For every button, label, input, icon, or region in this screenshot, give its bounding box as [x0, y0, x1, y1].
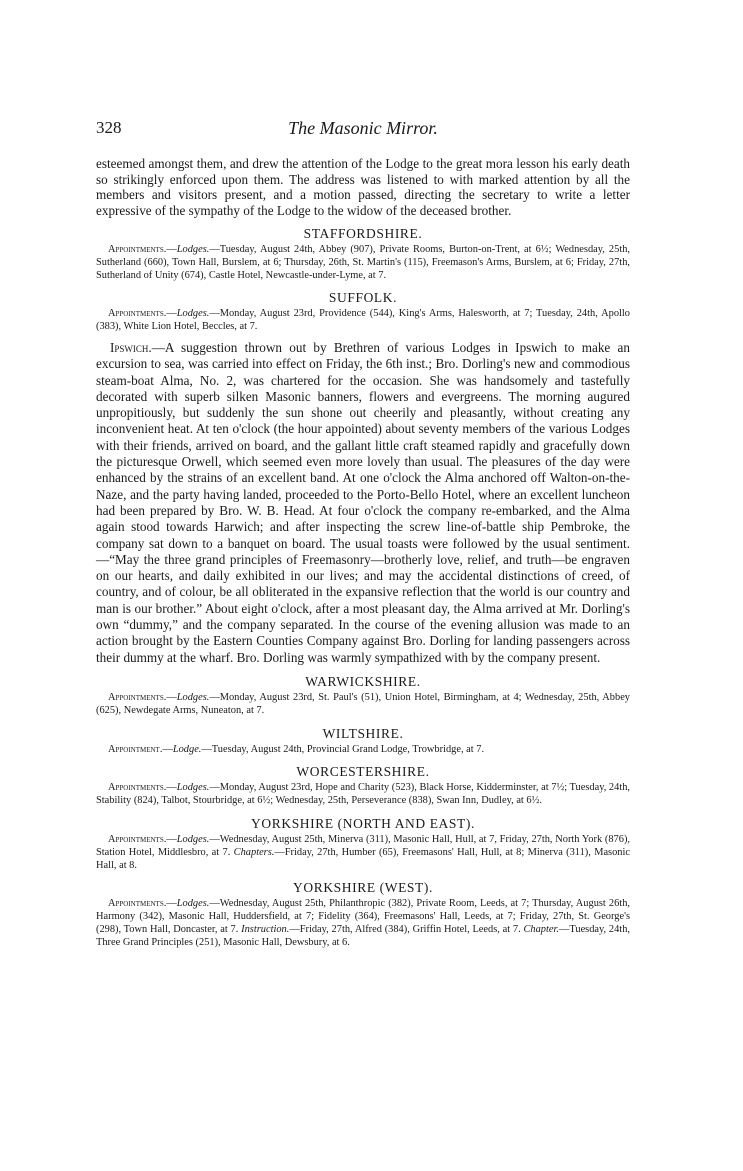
- section-heading-worcestershire: WORCESTERSHIRE.: [296, 764, 430, 780]
- ipswich-text: A suggestion thrown out by Brethren of various Lodges in Ipswich to make an excursion to sea, was carried into effect on Friday, the 6th inst.; Bro. Dorling's new and commodious steam-boat Alma, No. 2, was chartered for the occasion. She was handsomely and tastefully decorated with superb silken Masonic banners, flowers and evergreens. The morning augured unpropitiously, but suddenly the sun shone out cheerily and pleasantly, without creating any inconvenient heat. At ten o'clock (the hour appointed) about seventy members of the various Lodges with their friends, arrived on board, and the gallant little craft steamed rapidly and gracefully down the picturesque Orwell, which seemed even more lovely than usual. The pleasures of the day were enhanced by the strains of an excellent band. At one o'clock the Alma anchored off Walton-on-the-Naze, and the party having landed, proceeded to the Porto-Bello Hotel, where an excellent luncheon had been prepared by Bro. W. B. Head. At four o'clock the company re-embarked, and the Alma again stood towards Harwich; and after inspecting the screw line-of-battle ship Pembroke, the company sat down to a banquet on board. The usual toasts were followed by the usual sentiment.—“May the three grand principles of Freemasonry—brotherly love, relief, and truth—be engraven on our hearts, and daily exhibited in our lives; and may the accidental distinctions of creed, of country, and of colour, be all obliterated in the expansive reflection that the world is our country and man is our brother.” About eight o'clock, after a most pleasant day, the Alma arrived at Mr. Dorling's own “dummy,” and the company separated. In the course of the evening allusion was made to an action brought by the Eastern Counties Company against Bro. Dorling for landing passengers across their dummy at the wharf. Bro. Dorling was warmly sympathized with by the company present.: [96, 339, 630, 665]
- section-heading-warwickshire: WARWICKSHIRE.: [305, 673, 421, 689]
- appointments-text: Monday, August 23rd, Providence (544), King's Arms, Halesworth, at 7; Tuesday, 24th, Apollo (383), White Lion Hotel, Beccles, at 7.: [96, 308, 630, 333]
- appointments-label: Appointments.: [108, 833, 167, 845]
- lodges-label: Lodges.: [176, 244, 210, 255]
- intro-paragraph: esteemed amongst them, and drew the attention of the Lodge to the great mora lesson his early death so strikingly enforced upon them. The address was listened to with marked attention by all the members and visitors present, and a motion passed, directing the secretary to write a letter expressive of the sympathy of the Lodge to the widow of the deceased brother.: [96, 156, 630, 218]
- appointments-label: Appointments.: [108, 244, 167, 255]
- appointments-yorkshire-north-east: Appointments.—Lodges.—Wednesday, August 25th, Minerva (311), Masonic Hall, Hull, at 7, Friday, 27th, North York (876), Station Hotel, Middlesbro, at 7. Chapters.—Friday, 27th, Humber (65), Freemasons' Hall, Hull, at 8; Minerva (311), Masonic Hall, at 8.: [96, 833, 630, 871]
- instruction-text: Friday, 27th, Alfred (384), Griffin Hotel, Leeds, at 7.: [299, 923, 521, 935]
- chapter-text: Tuesday, 24th, Three Grand Principles (251), Masonic Hall, Dewsbury, at 6.: [96, 923, 630, 948]
- section-heading-staffordshire: STAFFORDSHIRE.: [303, 226, 423, 241]
- section-heading-yorkshire-north-east: YORKSHIRE (NORTH AND EAST).: [251, 815, 475, 831]
- ipswich-label: Ipswich.: [110, 339, 152, 355]
- section-heading-suffolk: SUFFOLK.: [328, 290, 398, 306]
- appointments-label: Appointments.: [108, 782, 167, 794]
- appointments-label: Appointment.: [108, 743, 163, 755]
- running-header: [96, 118, 630, 140]
- appointments-text: Tuesday, August 24th, Provincial Grand Lodge, Trowbridge, at 7.: [211, 743, 485, 755]
- lodges-label: Lodges.: [176, 782, 210, 794]
- section-heading-wiltshire: WILTSHIRE.: [322, 725, 404, 741]
- chapters-text: Friday, 27th, Humber (65), Freemasons' Hall, Hull, at 8; Minerva (311), Masonic Hall, at 8.: [96, 846, 630, 871]
- appointments-text: Tuesday, August 24th, Abbey (907), Private Rooms, Burton-on-Trent, at 6½; Wednesday, 25th, Sutherland (660), Town Hall, Burslem, at 6; Thursday, 26th, St. Martin's (115), Freemason's Arms, Burslem, at 6; Friday, 27th, Sutherland of Unity (674), Castle Hotel, Newcastle-under-Lyme, at 7.: [96, 244, 630, 281]
- lodges-label: Lodges.: [176, 691, 210, 703]
- appointments-staffordshire: Appointments.—Lodges.—Tuesday, August 24th, Abbey (907), Private Rooms, Burton-on-Trent, at 6½; Wednesday, 25th, Sutherland (660), Town Hall, Burslem, at 6; Thursday, 26th, St. Martin's (115), Freemason's Arms, Burslem, at 6; Friday, 27th, Sutherland of Unity (674), Castle Hotel, Newcastle-under-Lyme, at 7.: [96, 244, 630, 281]
- appointments-warwickshire: Appointments.—Lodges.—Monday, August 23rd, St. Paul's (51), Union Hotel, Birmingham, at 4; Wednesday, 25th, Abbey (625), Newdegate Arms, Nuneaton, at 7.: [96, 691, 630, 716]
- appointments-text: Monday, August 23rd, St. Paul's (51), Union Hotel, Birmingham, at 4; Wednesday, 25th, Abbey (625), Newdegate Arms, Nuneaton, at 7.: [96, 691, 630, 716]
- appointments-suffolk: Appointments.—Lodges.—Monday, August 23rd, Providence (544), King's Arms, Halesworth, at 7; Tuesday, 24th, Apollo (383), White Lion Hotel, Beccles, at 7.: [96, 308, 630, 333]
- lodges-label: Lodges.: [176, 898, 210, 910]
- instruction-label: Instruction.: [241, 923, 290, 935]
- lodges-label: Lodges.: [176, 833, 210, 845]
- lodges-label: Lodge.: [172, 743, 202, 755]
- article-body: [96, 156, 630, 949]
- page-number: 328: [96, 118, 122, 137]
- chapter-label: Chapter.: [523, 923, 559, 935]
- appointments-wiltshire: Appointment.—Lodge.—Tuesday, August 24th, Provincial Grand Lodge, Trowbridge, at 7.: [108, 743, 485, 755]
- appointments-label: Appointments.: [108, 898, 167, 910]
- appointments-yorkshire-west: Appointments.—Lodges.—Wednesday, August 25th, Philanthropic (382), Private Room, Leeds, at 7; Thursday, August 26th, Harmony (342), Masonic Hall, Huddersfield, at 7; Fidelity (364), Freemasons' Hall, Leeds, at 7; Friday, 27th, St. George's (298), Town Hall, Doncaster, at 7. Instruction.—Friday, 27th, Alfred (384), Griffin Hotel, Leeds, at 7. Chapter.—Tuesday, 24th, Three Grand Principles (251), Masonic Hall, Dewsbury, at 6.: [96, 898, 630, 948]
- running-title: The Masonic Mirror.: [288, 118, 438, 138]
- appointments-label: Appointments.: [108, 308, 167, 320]
- ipswich-paragraph: Ipswich.—A suggestion thrown out by Brethren of various Lodges in Ipswich to make an excursion to sea, was carried into effect on Friday, the 6th inst.; Bro. Dorling's new and commodious steam-boat Alma, No. 2, was chartered for the occasion. She was handsomely and tastefully decorated with superb silken Masonic banners, flowers and evergreens. The morning augured unpropitiously, but suddenly the sun shone out cheerily and pleasantly, without creating any inconvenient heat. At ten o'clock (the hour appointed) about seventy members of the various Lodges with their friends, arrived on board, and the gallant little craft steamed rapidly and gracefully down the picturesque Orwell, which seemed even more lovely than usual. The pleasures of the day were enhanced by the strains of an excellent band. At one o'clock the Alma anchored off Walton-on-the-Naze, and the party having landed, proceeded to the Porto-Bello Hotel, where an excellent luncheon had been prepared by Bro. W. B. Head. At four o'clock the company re-embarked, and the Alma again stood towards Harwich; and after inspecting the screw line-of-battle ship Pembroke, the company sat down to a banquet on board. The usual toasts were followed by the usual sentiment.—“May the three grand principles of Freemasonry—brotherly love, relief, and truth—be engraven on our hearts, and daily exhibited in our lives; and may the accidental distinctions of creed, of country, and of colour, be all obliterated in the expansive reflection that the world is our country and man is our brother.” About eight o'clock, after a most pleasant day, the Alma arrived at Mr. Dorling's own “dummy,” and the company separated. In the course of the evening allusion was made to an action brought by the Eastern Counties Company against Bro. Dorling for landing passengers across their dummy at the wharf. Bro. Dorling was warmly sympathized with by the company present.: [96, 339, 630, 665]
- section-heading-yorkshire-west: YORKSHIRE (WEST).: [293, 880, 433, 896]
- appointments-text: Monday, August 23rd, Hope and Charity (523), Black Horse, Kidderminster, at 7½; Tuesday, 24th, Stability (824), Talbot, Stourbridge, at 6½; Wednesday, 25th, Perseverance (838), Swan Inn, Dudley, at 6½.: [96, 782, 630, 807]
- appointments-text: Wednesday, August 25th, Philanthropic (382), Private Room, Leeds, at 7; Thursday, August 26th, Harmony (342), Masonic Hall, Huddersfield, at 7; Fidelity (364), Freemasons' Hall, Leeds, at 7; Friday, 27th, St. George's (298), Town Hall, Doncaster, at 7.: [96, 898, 630, 935]
- appointments-text: Wednesday, August 25th, Minerva (311), Masonic Hall, Hull, at 7, Friday, 27th, North York (876), Station Hotel, Middlesbro, at 7.: [96, 833, 630, 858]
- appointments-label: Appointments.: [108, 691, 167, 703]
- chapters-label: Chapters.: [233, 846, 275, 858]
- lodges-label: Lodges.: [176, 308, 210, 320]
- appointments-worcestershire: Appointments.—Lodges.—Monday, August 23rd, Hope and Charity (523), Black Horse, Kidderminster, at 7½; Tuesday, 24th, Stability (824), Talbot, Stourbridge, at 6½; Wednesday, 25th, Perseverance (838), Swan Inn, Dudley, at 6½.: [96, 782, 630, 807]
